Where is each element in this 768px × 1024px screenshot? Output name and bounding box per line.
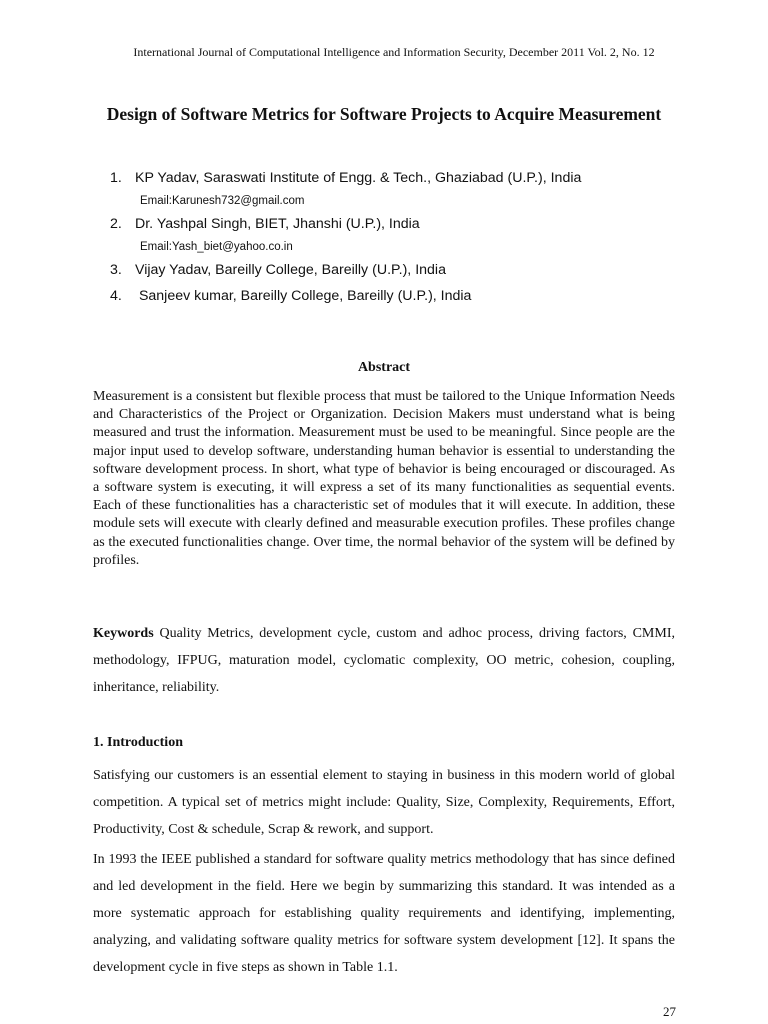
introduction-paragraph: Satisfying our customers is an essential element to staying in business in this modern world of global competition. A typical set of metrics might include: Quality, Size, Complexity, Requirements, Effort, Productivity, Cost & schedule, Scrap & rework, and support. <box>93 768 675 837</box>
author-entry <box>110 258 730 282</box>
running-header: International Journal of Computational Intelligence and Information Security, December 2011 Vol. 2, No. 12 <box>133 45 655 59</box>
paper-title: Design of Software Metrics for Software Projects to Acquire Measurement <box>106 104 662 124</box>
author-number: 1. <box>110 170 122 186</box>
author-entry <box>110 284 730 308</box>
author-affiliation: Sanjeev kumar, Bareilly College, Bareilly (U.P.), India <box>135 288 472 304</box>
section-heading-introduction: 1. Introduction <box>93 735 183 750</box>
author-email: Email:Yash_biet@yahoo.co.in <box>140 241 293 253</box>
author-email: Email:Karunesh732@gmail.com <box>140 195 305 207</box>
keywords-text: Quality Metrics, development cycle, custom and adhoc process, driving factors, CMMI, methodology, IFPUG, maturation model, cyclomatic complexity, OO metric, cohesion, coupling, inheritance, reliability. <box>93 626 675 695</box>
page-number: 27 <box>663 1004 676 1019</box>
author-number: 2. <box>110 216 122 232</box>
keywords-paragraph <box>93 620 675 701</box>
author-list <box>110 166 730 308</box>
abstract-heading: Abstract <box>357 360 411 375</box>
author-affiliation: Vijay Yadav, Bareilly College, Bareilly (U.P.), India <box>135 262 446 278</box>
introduction-paragraph: In 1993 the IEEE published a standard for software quality metrics methodology that has since defined and led development in the field. Here we begin by summarizing this standard. It was intended as a more systematic approach for establishing quality requirements and identifying, implementing, analyzing, and validating software quality metrics for software system development [12]. It spans the development cycle in five steps as shown in Table 1.1. <box>93 852 675 975</box>
author-affiliation: KP Yadav, Saraswati Institute of Engg. & Tech., Ghaziabad (U.P.), India <box>135 170 582 186</box>
author-number: 4. <box>110 288 122 304</box>
author-entry <box>110 166 730 190</box>
keywords-label: Keywords <box>93 626 154 641</box>
abstract-body: Measurement is a consistent but flexible process that must be tailored to the Unique Information Needs and Characteristics of the Project or Organization. Decision Makers must understand what is being measured and trust the information. Measurement must be used to be meaningful. Since people are the major input used to develop software, understanding human behavior is essential to understanding the software development process. In short, what type of behavior is being encouraged or discouraged. As a software system is executing, it will express a set of its many functionalities as sequential events. Each of these functionalities has a characteristic set of modules that it will execute. In addition, these module sets will execute with clearly defined and measurable execution profiles. These profiles change as the executed functionalities change. Over time, the normal behavior of the system will be defined by profiles. <box>93 389 675 568</box>
author-entry <box>110 212 730 236</box>
author-number: 3. <box>110 262 122 278</box>
author-affiliation: Dr. Yashpal Singh, BIET, Jhanshi (U.P.), India <box>135 216 420 232</box>
